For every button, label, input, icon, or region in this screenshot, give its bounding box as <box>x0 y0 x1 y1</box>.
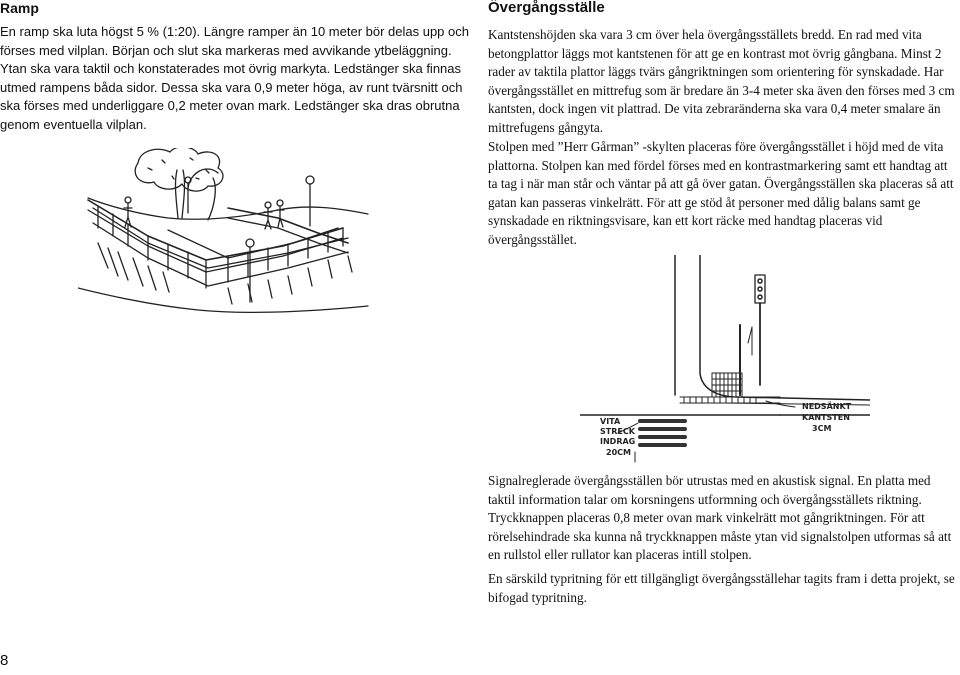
crossing-paragraph-1: Kantstenshöjden ska vara 3 cm över hela övergångsställets bredd. En rad med vita betongplattor läggs mot kantstenen för att ge en kontrast mot övrig gångbana. Minst 2 rader av taktila plattor läggs tvärs gångriktningen som orientering för synskadade. Har övergångsstället en mittrefug som är bredare än 3-4 meter ska även den förses med 3 cm kantsten, dock ingen vit plattrad. De vita zebraränderna ska vara 0,4 meter smalare än mittrefugens gångyta. <box>488 27 955 135</box>
crossing-heading: Övergångsställe <box>488 0 605 16</box>
crossing-paragraph-4: En särskild typritning för ett tillgängligt övergångsställehar tagits fram i detta projekt, se bifogad typritning. <box>488 571 955 605</box>
page-number: 8 <box>0 652 9 669</box>
sketch-label-right-line-2: KANTSTEN <box>802 413 850 422</box>
sketch-label-right-line-1: NEDSÄNKT <box>802 402 852 411</box>
sketch-label-left-line-4: 20CM <box>606 448 631 457</box>
crossing-paragraph-2: Stolpen med ”Herr Gårman” -skylten placeras före övergångsstället i höjd med de vita plattorna. Stolpen kan med fördel förses med en kontrastmarkering samt ett handtag att ta tag i när man står och väntar på att gå över gatan. Övergångsställen ska placeras så att gatan kan passeras vinkelrätt. För att ge stöd åt personer med dålig balans samt ge synskadade en riktningsvisare, kan ett kort räcke med handtag placeras vid övergångsstället. <box>488 139 954 247</box>
sketch-label-right-line-3: 3CM <box>812 424 832 433</box>
crossing-sketch-illustration <box>580 255 870 470</box>
sketch-label-left-line-2: STRECK <box>600 427 635 436</box>
sketch-label-left-line-1: VITA <box>600 417 621 426</box>
ramp-sketch-illustration <box>78 148 378 333</box>
crossing-paragraph-3: Signalreglerade övergångsställen bör utrustas med en akustisk signal. En platta med taktil information talar om korsningens utformning och övergångsställets riktning. Tryckknappen placeras 0,8 meter ovan mark vinkelrätt mot gångriktningen. För att rörelsehindrade ska kunna nå tryckknappen måste ytan vid signalstolpen utformas så att en rullstol eller rullator kan placeras intill stolpen. <box>488 473 952 562</box>
ramp-paragraph: En ramp ska luta högst 5 % (1:20). Längre ramper än 10 meter bör delas upp och förses med vilplan. Början och slut ska markeras med avvikande ytbeläggning. Ytan ska vara taktil och konstaterades mot övrig markyta. Ledstänger ska finnas utmed rampens båda sidor. Dessa ska vara 0,9 meter höga, av runt tvärsnitt och ska förses med underliggare 0,2 meter ovan mark. Ledstänger ska dras obrutna genom eventuella vilplan. <box>0 24 469 132</box>
sketch-label-left-line-3: INDRAG <box>600 437 636 446</box>
ramp-heading: Ramp <box>0 0 39 16</box>
